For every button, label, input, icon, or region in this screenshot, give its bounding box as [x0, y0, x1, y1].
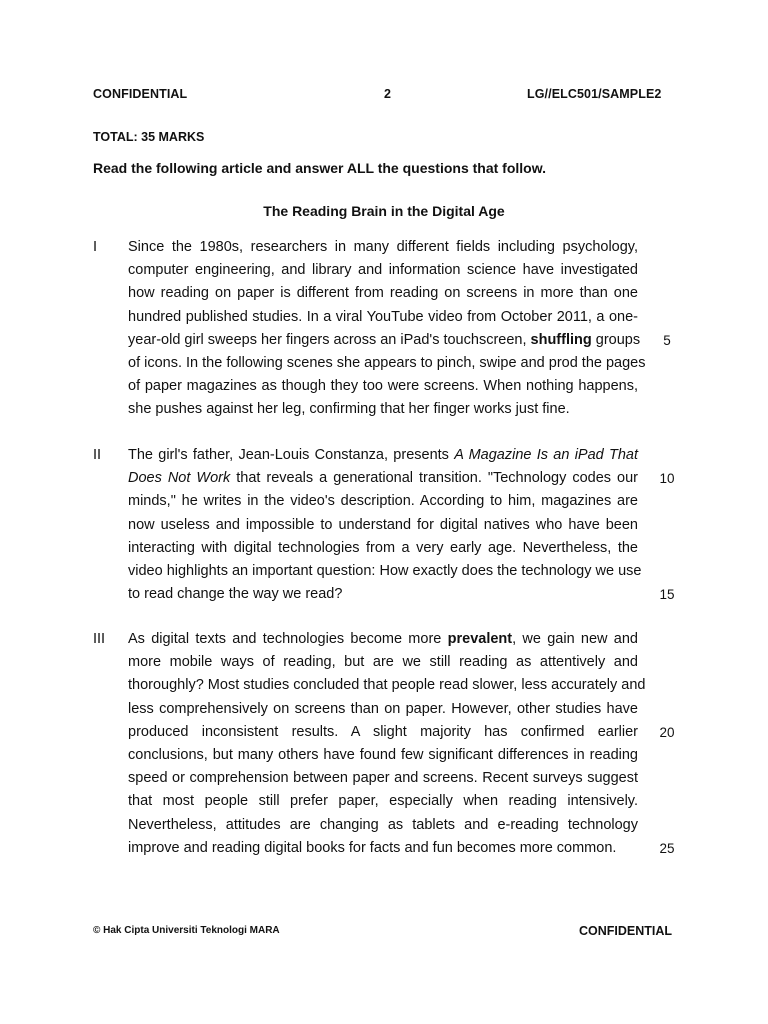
paragraph-line: more mobile ways of reading, but are we still reading as attentively and	[128, 654, 638, 671]
header-page-number: 2	[384, 87, 392, 101]
paragraph-line: minds," he writes in the video's description. According to him, magazines are	[128, 493, 638, 510]
paragraph-numeral-3: III	[93, 631, 106, 647]
paragraph-line: improve and reading digital books for facts and fun becomes more common.	[128, 839, 617, 856]
instruction-text: Read the following article and answer ALL the questions that follow.	[93, 160, 546, 176]
paragraph-line: she pushes against her leg, confirming that her finger works just fine.	[128, 401, 570, 418]
paragraph-numeral-1: I	[93, 239, 98, 255]
header-document-code: LG//ELC501/SAMPLE2	[527, 87, 662, 101]
paragraph-line: Nevertheless, attitudes are changing as tablets and e-reading technology	[128, 816, 638, 833]
margin-line-number: 20	[659, 724, 675, 740]
paragraph-3	[128, 628, 646, 860]
margin-line-number: 25	[659, 840, 675, 856]
margin-line-number: 5	[663, 332, 671, 348]
vocabulary-term: prevalent	[447, 631, 513, 647]
paragraph-line: speed or comprehension between paper and screens. Recent surveys suggest	[128, 770, 638, 787]
paragraph-line: less comprehensively on screens than on paper. However, other studies have	[128, 700, 638, 717]
line-text: year-old girl sweeps her fingers across an iPad's touchscreen,	[128, 331, 531, 348]
paragraph-line	[128, 467, 638, 490]
line-text: , we gain new and	[512, 631, 638, 647]
paragraph-line: of paper magazines as though they too were screens. When nothing happens,	[128, 378, 638, 395]
video-title-text: Does Not Work	[128, 470, 231, 487]
footer-confidential: CONFIDENTIAL	[579, 924, 673, 938]
paragraph-line: of icons. In the following scenes she appears to pinch, swipe and prod the pages	[128, 354, 646, 371]
line-text: The girl's father, Jean-Louis Constanza, presents	[128, 447, 455, 463]
article-title: The Reading Brain in the Digital Age	[263, 203, 505, 219]
paragraph-line: that most people still prefer paper, especially when reading intensively.	[128, 793, 638, 810]
video-title-text: A Magazine Is an iPad That	[454, 447, 638, 463]
paragraph-line: computer engineering, and library and information science have investigated	[128, 262, 638, 279]
paragraph-numeral-2: II	[93, 447, 102, 463]
paragraph-line	[128, 329, 641, 352]
paragraph-line: thoroughly? Most studies concluded that people read slower, less accurately and	[128, 677, 646, 694]
paragraph-line: interacting with digital technologies from a very early age. Nevertheless, the	[128, 539, 638, 556]
paragraph-line	[128, 444, 638, 467]
line-text: As digital texts and technologies become more	[128, 631, 448, 647]
line-text: that reveals a generational transition. "Technology codes our	[230, 470, 638, 487]
total-marks: TOTAL: 35 MARKS	[93, 130, 205, 144]
margin-line-number: 15	[659, 587, 675, 603]
paragraph-line	[128, 628, 638, 651]
paragraph-line: now useless and impossible to understand for digital natives who have been	[128, 516, 638, 533]
paragraph-line: hundred published studies. In a viral YouTube video from October 2011, a one-	[128, 308, 638, 325]
paragraph-line: how reading on paper is different from reading on screens in more than one	[128, 285, 638, 302]
paragraph-line: to read change the way we read?	[128, 586, 343, 603]
paragraph-1	[128, 236, 646, 422]
paragraph-line: Since the 1980s, researchers in many different fields including psychology,	[128, 239, 638, 255]
paragraph-line: video highlights an important question: How exactly does the technology we use	[128, 562, 642, 579]
vocabulary-term: shuffling	[530, 331, 592, 348]
footer-copyright: © Hak Cipta Universiti Teknologi MARA	[93, 925, 280, 936]
paragraph-line: produced inconsistent results. A slight majority has confirmed earlier	[128, 723, 638, 740]
margin-line-number: 10	[659, 471, 675, 487]
paragraph-2	[128, 444, 642, 606]
paragraph-line: conclusions, but many others have found few significant differences in reading	[128, 746, 638, 763]
line-text: groups	[591, 331, 641, 348]
header-confidential: CONFIDENTIAL	[93, 87, 188, 101]
